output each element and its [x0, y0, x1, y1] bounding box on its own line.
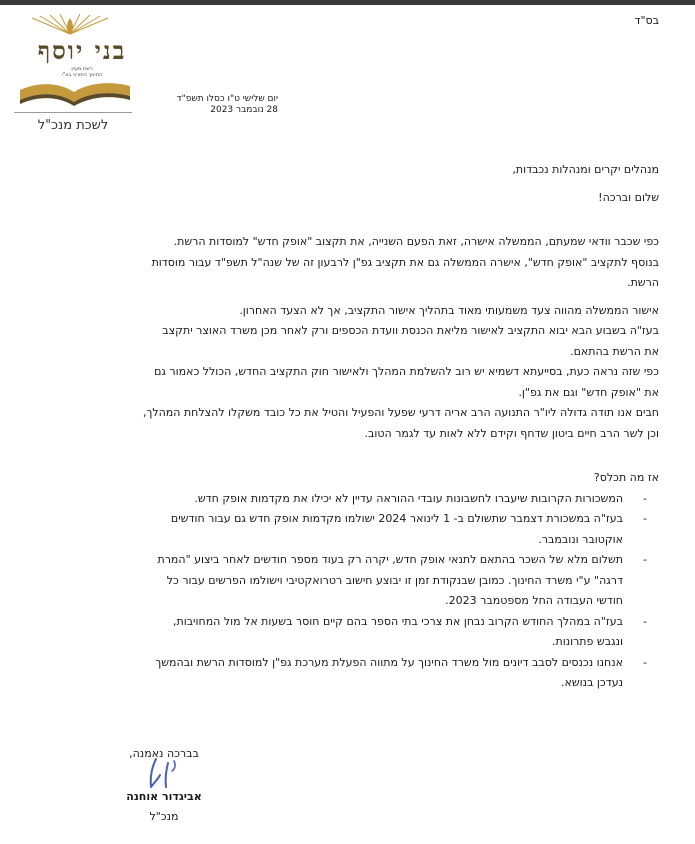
bullet-line: נעדכן בנושא.: [560, 676, 623, 689]
bullet-dash: -: [643, 512, 647, 525]
office-label: לשכת מנכ"ל: [37, 118, 109, 133]
paragraph-line: את "אופק חדש" וגם את גפ"ן.: [518, 385, 659, 399]
top-border-bar: [0, 0, 695, 5]
bullet-dash: -: [643, 491, 647, 505]
bullet-line: בעז"ה במשכורת דצמבר שתשולם ב- 1 לינואר 2024 ישולמו מקדמות אופק חדש גם עבור חודשים: [170, 512, 623, 525]
bullet-line: בעז"ה במהלך החודש הקרוב נבחן את צרכי בתי הספר בהם קיים חוסר בשעות אל מול המחויבות,: [172, 614, 623, 628]
letter-dates: [148, 94, 278, 116]
bullet-line: אוקטובר ונובמבר.: [538, 532, 623, 546]
logo-divider: [14, 112, 132, 113]
bullet-line: אנחנו נכנסים לסבב דיונים מול משרד החינוך על מתווה הפעלת מערכת גפ"ן למוסדות הרשת ובהמשך: [155, 655, 623, 669]
bullet-dash: -: [643, 655, 647, 669]
logo-title: בני יוסף: [37, 36, 127, 65]
paragraph-line: כפי שכבר וודאי שמעתם, הממשלה אישרה, זאת הפעם השנייה, את תקצוב "אופק חדש" למוסדות הרשת.: [173, 235, 659, 248]
list-item: [47, 612, 659, 653]
paragraph-line: בעז"ה בשבוע הבא יבוא התקציב לאישור מליאת הכנסת וועדת הכספים ורק לאחר מכן משרד האוצר יתקצב: [162, 324, 659, 337]
paragraph-line: חבים אנו תודה גדולה ליו"ר התנועה הרב אריה דרעי שפעל והפעיל והטיל את כל כובד משקלו להצלחת המהלך,: [142, 406, 659, 419]
organization-logo: [12, 14, 140, 124]
question-heading: אז מה תכלס?: [593, 471, 659, 484]
paragraph-process: [47, 301, 659, 445]
bullet-dash: -: [643, 614, 647, 628]
bullet-line: דרגה" ע"י משרד החינוך. כמובן שבנקודת זמן זו יבוצע חישוב רטרואקטיבי וישולמו הפרשים עבור כל: [166, 573, 623, 587]
paragraph-line: וכן לשר הרב חיים ביטון שדחף וקידם ללא לאות עד לגמר הטוב.: [364, 426, 659, 440]
greeting: שלום וברכה!: [598, 190, 659, 204]
paragraph-line: את הרשת בהתאם.: [570, 344, 659, 358]
list-item: [47, 489, 659, 510]
paragraph-line: הרשת.: [627, 276, 659, 289]
paragraph-line: בנוסף לתקציב "אופק חדש", אישרה הממשלה גם את תקציב גפ"ן לרבעון זה של שנה"ל תשפ"ד עבור מוסדות: [151, 255, 659, 269]
handwritten-signature: [142, 757, 188, 791]
paragraph-approval: [47, 232, 659, 294]
list-item: [47, 653, 659, 694]
bullet-line: ונגבש פתרונות.: [551, 635, 623, 648]
logo-subtitle-2: החינוך התורני בא"י: [61, 72, 103, 78]
list-item: [47, 550, 659, 612]
date-gregorian: 28 נובמבר 2023: [210, 105, 278, 115]
logo-subtitle-1: רשת מעיין: [71, 66, 93, 72]
paragraph-line: כפי שזה נראה כעת, בסייעתא דשמיא יש רוב להשלמת המהלך ולאישור חוק התקציב החדש, הכולל כאמור גם: [154, 365, 659, 378]
letter-body: [47, 160, 659, 694]
paragraph-line: אישור הממשלה מהווה צעד משמעותי מאוד בתהליך אישור התקציב, אך לא הצעד האחרון.: [239, 303, 659, 317]
bullet-dash: -: [643, 553, 647, 566]
date-hebrew: יום שלישי ט"ו כסלו תשפ"ד: [176, 94, 278, 104]
signer-name: אביגדור אוחנה: [126, 790, 202, 803]
signer-role: מנכ"ל: [149, 810, 179, 823]
bullet-list: [47, 489, 659, 694]
bsd-header: בס"ד: [634, 14, 659, 27]
bullet-line: המשכורות הקרובות שיעברו לחשבונות עובדי ההוראה עדיין לא יכילו את מקדמות אופק חדש.: [194, 491, 623, 505]
list-item: [47, 509, 659, 550]
bullet-line: חודשי העבודה החל מספטמבר 2023.: [445, 594, 623, 607]
bullet-line: תשלום מלא של השכר בהתאם לתנאי אופק חדש, יקרה רק בעוד מספר חודשים לאחר ביצוע "המרת: [157, 553, 623, 566]
salutation: מנהלים יקרים ומנהלות נכבדות,: [512, 163, 659, 176]
closing-line: בברכה נאמנה,: [129, 747, 199, 760]
